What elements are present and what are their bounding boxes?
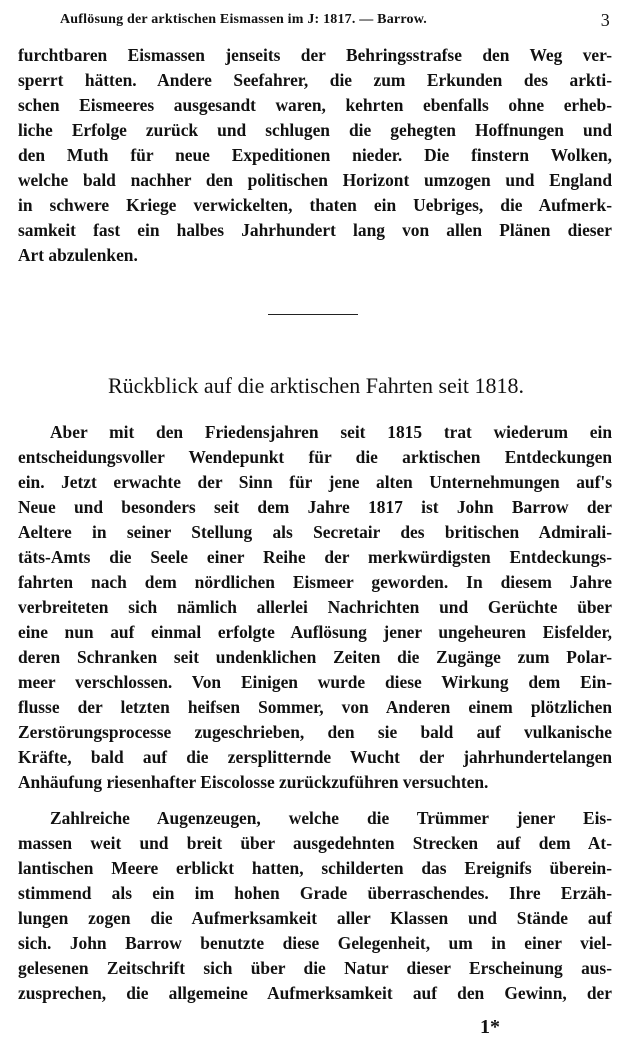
text-line: Anhäufung riesenhafter Eiscolosse zurückzuführen versuchten.	[18, 772, 489, 792]
paragraph-continued	[18, 43, 612, 268]
text-line: sich. John Barrow benutzte diese Gelegenheit, um in einer viel-	[18, 933, 612, 953]
section-heading: Rückblick auf die arktischen Fahrten seit 1818.	[107, 373, 525, 398]
text-line: Aeltere in seiner Stellung als Secretair des britischen Admirali-	[18, 522, 612, 542]
text-line: in schwere Kriege verwickelten, thaten ein Uebriges, die Aufmerk-	[18, 195, 612, 215]
text-line: Zahlreiche Augenzeugen, welche die Trümmer jener Eis-	[50, 808, 612, 828]
text-line: Neue und besonders seit dem Jahre 1817 ist John Barrow der	[18, 497, 612, 517]
text-line: liche Erfolge zurück und schlugen die gehegten Hoffnungen und	[18, 120, 612, 140]
text-line: verbreiteten sich nämlich allerlei Nachrichten und Gerüchte über	[18, 597, 612, 617]
text-line: entscheidungsvoller Wendepunkt für die arktischen Entdeckungen	[18, 447, 612, 467]
text-line: Zerstörungsprocesse zugeschrieben, den sie bald auf vulkanische	[18, 722, 612, 742]
text-line: schen Eismeeres ausgesandt waren, kehrten ebenfalls ohne erheb-	[18, 95, 612, 115]
text-line: Art abzulenken.	[18, 245, 138, 265]
signature-mark: 1*	[480, 1016, 500, 1038]
text-line: welche bald nachher den politischen Horizont umzogen und England	[18, 170, 612, 190]
running-header	[60, 10, 610, 32]
text-line: Aber mit den Friedensjahren seit 1815 trat wiederum ein	[50, 422, 612, 442]
text-line: meer verschlossen. Von Einigen wurde diese Wirkung dem Ein-	[18, 672, 612, 692]
text-line: täts-Amts die Seele einer Reihe der merkwürdigsten Entdeckungs-	[18, 547, 612, 567]
text-line: eine nun auf einmal erfolgte Auflösung jener ungeheuren Eisfelder,	[18, 622, 612, 642]
text-line: zusprechen, die allgemeine Aufmerksamkeit auf den Gewinn, der	[18, 983, 612, 1003]
text-line: lungen zogen die Aufmerksamkeit aller Klassen und Stände auf	[18, 908, 612, 928]
text-line: den Muth für neue Expeditionen nieder. Die finstern Wolken,	[18, 145, 612, 165]
text-line: gelesenen Zeitschrift sich über die Natur dieser Erscheinung aus-	[18, 958, 612, 978]
text-line: Kräfte, bald auf die zersplitternde Wucht der jahrhundertelangen	[18, 747, 612, 767]
text-line: lantischen Meere erblickt hatten, schilderten das Ereignifs überein-	[18, 858, 612, 878]
text-line: furchtbaren Eismassen jenseits der Behringsstrafse den Weg ver-	[18, 45, 612, 65]
text-line: sperrt hätten. Andere Seefahrer, die zum Erkunden des arkti-	[18, 70, 612, 90]
text-line: massen weit und breit über ausgedehnten Strecken auf dem At-	[18, 833, 612, 853]
running-title: Auflösung der arktischen Eismassen im J: 1817. — Barrow.	[60, 12, 427, 27]
page-number: 3	[600, 10, 610, 30]
text-line: flusse der letzten heifsen Sommer, von Anderen einem plötzlichen	[18, 697, 612, 717]
text-line: fahrten nach dem nördlichen Eismeer geworden. In diesem Jahre	[18, 572, 612, 592]
text-line: deren Schranken seit undenklichen Zeiten die Zugänge zum Polar-	[18, 647, 612, 667]
text-line: samkeit fast ein halbes Jahrhundert lang von allen Plänen dieser	[18, 220, 612, 240]
text-line: stimmend als ein im hohen Grade überraschendes. Ihre Erzäh-	[18, 883, 612, 903]
section-divider	[268, 314, 358, 315]
text-line: ein. Jetzt erwachte der Sinn für jene alten Unternehmungen auf's	[18, 472, 612, 492]
paragraph-two	[18, 420, 612, 795]
paragraph-three	[18, 806, 612, 1006]
